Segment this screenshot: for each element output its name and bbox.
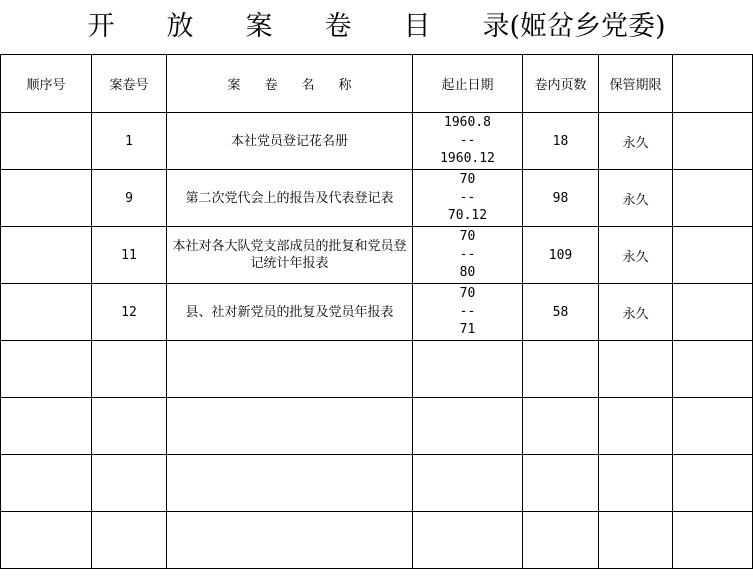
cell-pages[interactable]: 58 <box>523 284 599 341</box>
empty-cell[interactable] <box>92 455 167 512</box>
empty-row <box>1 398 753 455</box>
table-row <box>1 284 753 341</box>
empty-cell[interactable] <box>167 398 413 455</box>
empty-cell[interactable] <box>523 398 599 455</box>
cell-file-no[interactable]: 9 <box>92 170 167 227</box>
header-name[interactable] <box>167 55 413 113</box>
title-char: 放 <box>166 11 194 42</box>
date-end: 1960.12 <box>440 151 495 166</box>
cell-blank[interactable] <box>673 170 753 227</box>
header-date[interactable]: 起止日期 <box>413 55 523 113</box>
cell-blank[interactable] <box>673 227 753 284</box>
cell-name[interactable]: 县、社对新党员的批复及党员年报表 <box>167 284 413 341</box>
cell-seq[interactable] <box>1 227 92 284</box>
date-end: 71 <box>459 322 476 337</box>
date-start: 1960.8 <box>444 115 491 130</box>
title-char: 目 <box>403 11 431 42</box>
date-end: 70.12 <box>447 208 488 223</box>
empty-row <box>1 341 753 398</box>
empty-cell[interactable] <box>523 455 599 512</box>
empty-row <box>1 512 753 569</box>
cell-date[interactable] <box>413 284 523 341</box>
cell-seq[interactable] <box>1 284 92 341</box>
date-start: 70 <box>459 229 476 244</box>
date-start: 70 <box>459 172 476 187</box>
empty-cell[interactable] <box>1 455 92 512</box>
header-row <box>1 55 753 113</box>
title-char: 案 <box>245 11 273 42</box>
empty-cell[interactable] <box>1 512 92 569</box>
empty-cell[interactable] <box>599 398 673 455</box>
title-char: 开 <box>87 11 115 42</box>
cell-retention[interactable]: 永久 <box>599 113 673 170</box>
cell-file-no[interactable]: 12 <box>92 284 167 341</box>
empty-cell[interactable] <box>413 398 523 455</box>
empty-cell[interactable] <box>413 455 523 512</box>
empty-cell[interactable] <box>167 341 413 398</box>
title-char: 录(姬岔乡党委) <box>482 11 666 42</box>
empty-cell[interactable] <box>92 341 167 398</box>
header-file-no[interactable]: 案卷号 <box>92 55 167 113</box>
cell-seq[interactable] <box>1 113 92 170</box>
cell-retention[interactable]: 永久 <box>599 170 673 227</box>
cell-blank[interactable] <box>673 113 753 170</box>
empty-cell[interactable] <box>599 512 673 569</box>
table-row <box>1 113 753 170</box>
header-name-char: 称 <box>338 78 352 93</box>
header-name-char: 名 <box>301 78 315 93</box>
date-start: 70 <box>459 286 476 301</box>
cell-date[interactable] <box>413 170 523 227</box>
empty-cell[interactable] <box>413 341 523 398</box>
cell-pages[interactable]: 18 <box>523 113 599 170</box>
cell-blank[interactable] <box>673 284 753 341</box>
empty-cell[interactable] <box>599 341 673 398</box>
header-seq[interactable]: 顺序号 <box>1 55 92 113</box>
empty-cell[interactable] <box>673 455 753 512</box>
empty-cell[interactable] <box>167 455 413 512</box>
table-row <box>1 227 753 284</box>
empty-cell[interactable] <box>523 341 599 398</box>
page-title <box>0 0 753 54</box>
empty-cell[interactable] <box>523 512 599 569</box>
cell-date[interactable] <box>413 113 523 170</box>
cell-retention[interactable]: 永久 <box>599 284 673 341</box>
empty-cell[interactable] <box>673 398 753 455</box>
date-sep: -- <box>459 247 476 262</box>
title-char: 卷 <box>324 11 352 42</box>
empty-cell[interactable] <box>92 398 167 455</box>
empty-cell[interactable] <box>413 512 523 569</box>
cell-file-no[interactable]: 11 <box>92 227 167 284</box>
empty-cell[interactable] <box>673 341 753 398</box>
table-row <box>1 170 753 227</box>
cell-retention[interactable]: 永久 <box>599 227 673 284</box>
header-name-char: 案 <box>227 78 241 93</box>
empty-cell[interactable] <box>167 512 413 569</box>
header-blank[interactable] <box>673 55 753 113</box>
date-sep: -- <box>459 133 476 148</box>
header-pages[interactable]: 卷内页数 <box>523 55 599 113</box>
empty-cell[interactable] <box>1 341 92 398</box>
empty-cell[interactable] <box>92 512 167 569</box>
cell-seq[interactable] <box>1 170 92 227</box>
header-retention[interactable]: 保管期限 <box>599 55 673 113</box>
cell-pages[interactable]: 98 <box>523 170 599 227</box>
cell-date[interactable] <box>413 227 523 284</box>
date-end: 80 <box>459 265 476 280</box>
date-sep: -- <box>459 304 476 319</box>
archive-catalog-table <box>0 54 753 569</box>
empty-cell[interactable] <box>673 512 753 569</box>
cell-name[interactable]: 本社对各大队党支部成员的批复和党员登记统计年报表 <box>167 227 413 284</box>
header-name-char: 卷 <box>264 78 278 93</box>
cell-name[interactable]: 本社党员登记花名册 <box>167 113 413 170</box>
empty-cell[interactable] <box>1 398 92 455</box>
date-sep: -- <box>459 190 476 205</box>
cell-name[interactable]: 第二次党代会上的报告及代表登记表 <box>167 170 413 227</box>
empty-cell[interactable] <box>599 455 673 512</box>
empty-row <box>1 455 753 512</box>
cell-pages[interactable]: 109 <box>523 227 599 284</box>
cell-file-no[interactable]: 1 <box>92 113 167 170</box>
